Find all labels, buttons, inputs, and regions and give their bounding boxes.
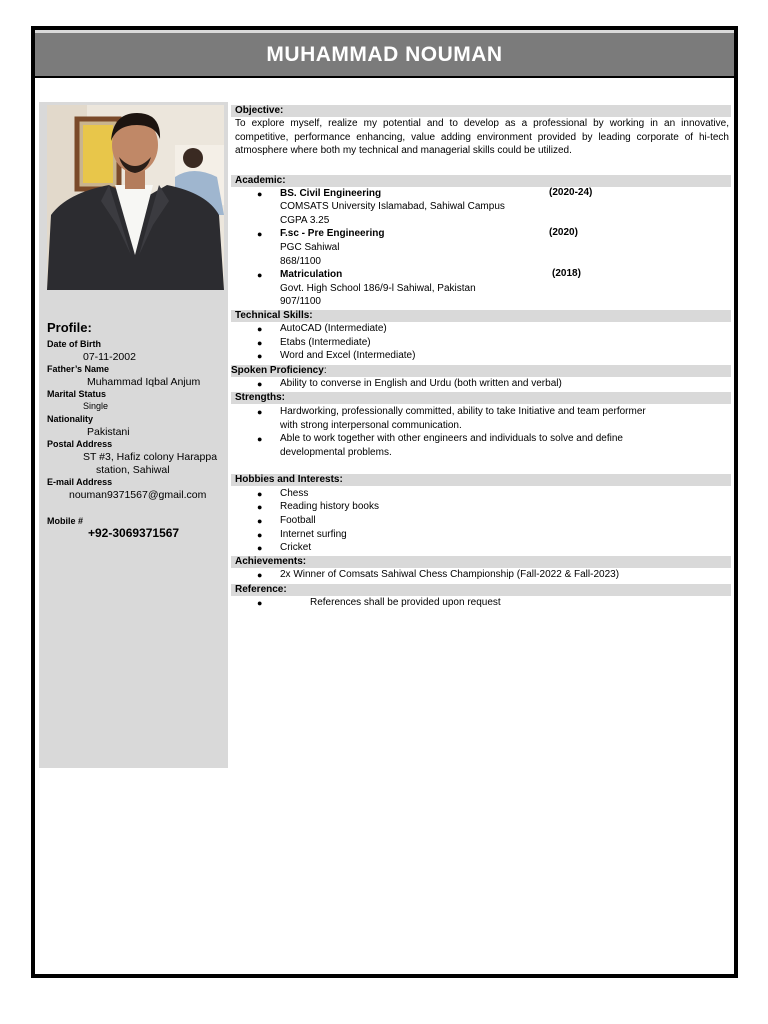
spoken-proficiency-item: Ability to converse in English and Urdu (both written and verbal)	[280, 378, 562, 389]
nationality-label: Nationality	[47, 414, 94, 424]
bullet-dot-icon: ●	[257, 189, 263, 199]
bullet-dot-icon: ●	[257, 543, 263, 553]
bullet-dot-icon: ●	[257, 489, 263, 499]
father-name-label: Father’s Name	[47, 364, 110, 374]
spoken-proficiency-colon: :	[323, 365, 327, 376]
academic-score-3: 907/1100	[280, 296, 321, 307]
email-value: nouman9371567@gmail.com	[69, 489, 207, 501]
strength-1-line1: Hardworking, professionally committed, ability to take Initiative and team performer	[280, 406, 646, 417]
academic-heading: Academic:	[231, 175, 731, 187]
academic-year-1: (2020-24)	[549, 187, 593, 198]
academic-degree-3: Matriculation	[280, 269, 343, 280]
postal-address-label: Postal Address	[47, 439, 113, 449]
reference-heading: Reference:	[231, 584, 731, 596]
academic-institute-2: PGC Sahiwal	[280, 242, 340, 253]
strength-2-line2: developmental problems.	[280, 447, 392, 458]
marital-status-label: Marital Status	[47, 389, 107, 399]
nationality-value: Pakistani	[87, 426, 130, 438]
dob-value: 07-11-2002	[83, 351, 136, 363]
hobby-2: Reading history books	[280, 501, 379, 512]
academic-score-1: CGPA 3.25	[280, 215, 330, 226]
email-label: E-mail Address	[47, 477, 113, 487]
achievement-1: 2x Winner of Comsats Sahiwal Chess Championship (Fall-2022 & Fall-2023)	[280, 569, 620, 580]
hobby-5: Cricket	[280, 542, 312, 553]
bullet-dot-icon: ●	[257, 324, 263, 334]
bullet-dot-icon: ●	[257, 530, 263, 540]
bullet-dot-icon: ●	[257, 407, 263, 417]
technical-skills-heading: Technical Skills:	[231, 310, 731, 322]
candidate-name: MUHAMMAD NOUMAN	[266, 42, 503, 66]
hobbies-heading: Hobbies and Interests:	[231, 474, 731, 486]
profile-sidebar	[39, 102, 228, 768]
profile-photo	[47, 105, 224, 290]
resume-page	[31, 26, 738, 978]
bullet-dot-icon: ●	[257, 434, 263, 444]
technical-skill-3: Word and Excel (Intermediate)	[280, 350, 416, 361]
mobile-label: Mobile #	[47, 516, 84, 526]
postal-address-line2: station, Sahiwal	[96, 464, 170, 476]
hobby-1: Chess	[280, 488, 309, 499]
mobile-value: +92-3069371567	[88, 526, 180, 540]
reference-item: References shall be provided upon request	[310, 597, 501, 608]
academic-score-2: 868/1100	[280, 256, 321, 267]
bullet-dot-icon: ●	[257, 502, 263, 512]
bullet-dot-icon: ●	[257, 338, 263, 348]
strength-2-line1: Able to work together with other engineers and individuals to solve and define	[280, 433, 623, 444]
dob-label: Date of Birth	[47, 339, 101, 349]
bullet-dot-icon: ●	[257, 598, 263, 608]
portrait-illustration	[47, 105, 224, 290]
strength-1-line2: with strong interpersonal communication.	[280, 420, 462, 431]
spoken-proficiency-heading-text: Spoken Proficiency	[231, 365, 324, 376]
bullet-dot-icon: ●	[257, 570, 263, 580]
academic-institute-3: Govt. High School 186/9-l Sahiwal, Pakistan	[280, 283, 476, 294]
academic-year-3: (2018)	[552, 268, 581, 279]
hobby-4: Internet surfing	[280, 529, 347, 540]
strengths-heading: Strengths:	[231, 392, 731, 404]
bullet-dot-icon: ●	[257, 351, 263, 361]
marital-status-value: Single	[83, 401, 109, 411]
bullet-dot-icon: ●	[257, 516, 263, 526]
academic-degree-2: F.sc - Pre Engineering	[280, 228, 385, 239]
objective-text: To explore myself, realize my potential and to develop as a professional by working in an innovative, competitive, performance enhancing, value adding environment provided by leading corporate of hi-tech atmosphere where both my technical and managerial skills could be utilized.	[235, 118, 729, 156]
achievements-heading: Achievements:	[231, 556, 731, 568]
academic-degree-1: BS. Civil Engineering	[280, 188, 382, 199]
academic-institute-1: COMSATS University Islamabad, Sahiwal Campus	[280, 201, 505, 212]
bullet-dot-icon: ●	[257, 379, 263, 389]
hobby-3: Football	[280, 515, 316, 526]
postal-address-line1: ST #3, Hafiz colony Harappa	[83, 451, 218, 463]
father-name-value: Muhammad Iqbal Anjum	[87, 376, 201, 388]
profile-heading: Profile:	[47, 320, 92, 335]
bullet-dot-icon: ●	[257, 270, 263, 280]
bullet-dot-icon: ●	[257, 229, 263, 239]
technical-skill-1: AutoCAD (Intermediate)	[280, 323, 387, 334]
technical-skill-2: Etabs (Intermediate)	[280, 337, 371, 348]
academic-year-2: (2020)	[549, 227, 578, 238]
objective-heading: Objective:	[231, 105, 731, 117]
name-header	[35, 30, 734, 78]
spoken-proficiency-heading	[231, 365, 731, 377]
